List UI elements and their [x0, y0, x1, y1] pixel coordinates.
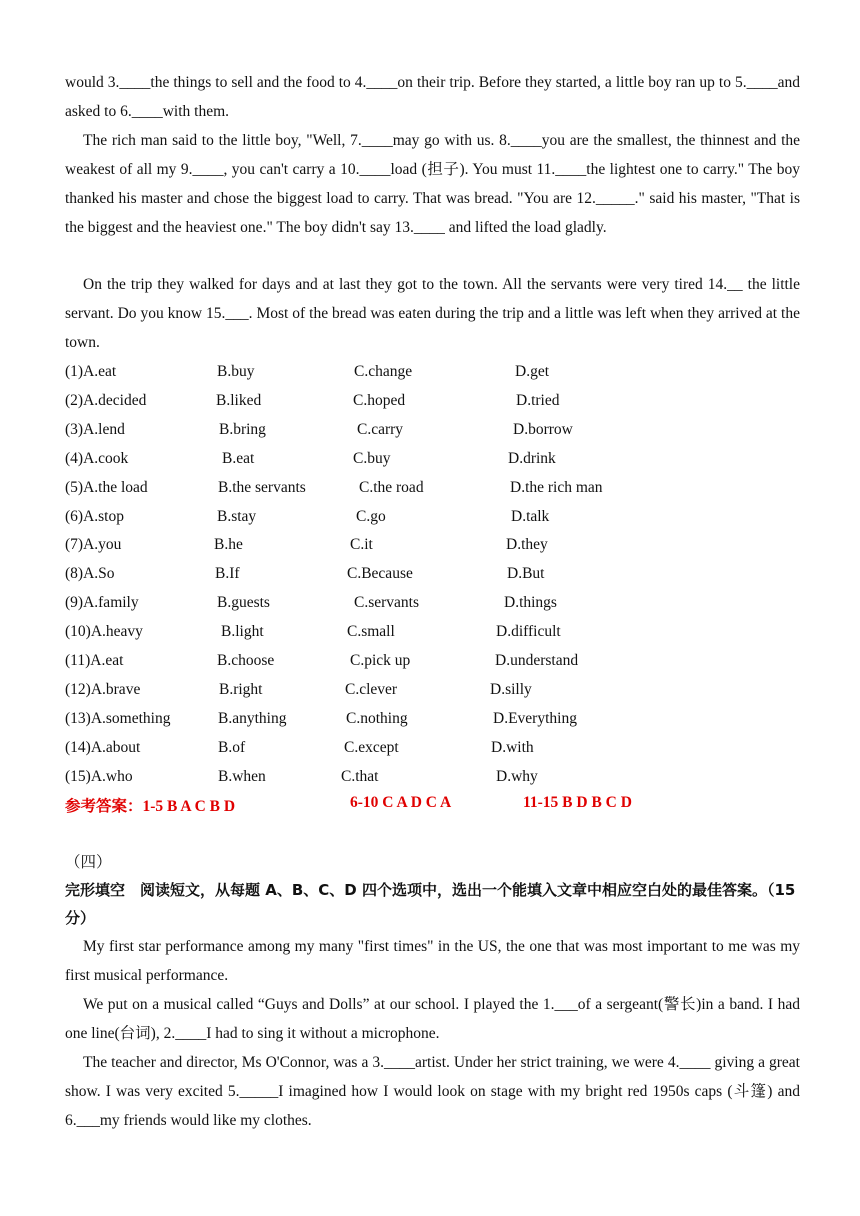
question-3-option-a: [65, 420, 125, 440]
question-15-option-b: B.when: [218, 767, 266, 785]
question-1-option-c: C.change: [354, 363, 413, 380]
question-10-option-c: C.small: [347, 623, 395, 641]
option-a-text: A.you: [83, 536, 122, 554]
question-11-option-a: [65, 651, 123, 671]
question-number: (7): [65, 536, 84, 554]
question-7-option-a: [65, 535, 121, 555]
question-4-option-d: D.drink: [508, 449, 556, 467]
question-11-option-b: B.choose: [217, 652, 275, 669]
option-a-text: A.lend: [83, 420, 125, 438]
question-2-option-d: D.tried: [516, 391, 560, 409]
question-2-option-a: [65, 391, 146, 411]
option-a-text: A.eat: [90, 652, 124, 669]
question-10-option-b: B.light: [221, 623, 264, 641]
question-7-option-d: D.they: [506, 536, 548, 554]
question-2-option-b: B.liked: [216, 391, 262, 409]
question-6-option-c: C.go: [356, 507, 386, 525]
question-13-option-d: D.Everything: [493, 709, 577, 727]
question-number: (9): [65, 594, 84, 612]
question-3-option-b: B.bring: [219, 420, 266, 438]
question-9-option-c: C.servants: [354, 594, 420, 612]
question-14-option-c: C.except: [344, 738, 399, 756]
question-8-option-c: C.Because: [347, 565, 413, 583]
question-1-option-d: D.get: [515, 363, 550, 380]
question-1-option-a: [65, 362, 116, 382]
question-number: (8): [65, 565, 84, 583]
section-4-heading: （四）: [65, 854, 112, 871]
question-10-option-a: [65, 622, 143, 642]
question-15-option-c: C.that: [341, 767, 379, 785]
question-number: (5): [65, 478, 84, 496]
option-a-text: A.who: [90, 767, 133, 785]
passage2-paragraph-3: The teacher and director, Ms O'Connor, was a 3.____artist. Under her strict training, we were 4.____ giving a great show. I was very excited 5._____I imagined how I would look on stage with my bright red 1950s caps (斗篷) and 6.___my friends would like my clothes.: [65, 1054, 800, 1129]
question-number: (10): [65, 623, 91, 641]
option-a-text: A.something: [90, 709, 171, 727]
question-number: (3): [65, 420, 84, 438]
question-12-option-c: C.clever: [345, 680, 398, 698]
question-number: (2): [65, 391, 84, 409]
question-number: (13): [65, 709, 91, 727]
question-15-option-a: [65, 767, 133, 787]
option-a-text: A.cook: [83, 449, 129, 467]
question-14-option-b: B.of: [218, 738, 246, 756]
question-4-option-b: B.eat: [222, 449, 255, 467]
question-6-option-b: B.stay: [217, 507, 257, 525]
question-10-option-d: D.difficult: [496, 623, 561, 641]
question-number: (1): [65, 363, 84, 380]
question-6-option-d: D.talk: [511, 507, 550, 525]
question-number: (12): [65, 680, 91, 698]
question-9-option-a: [65, 593, 139, 613]
question-4-option-c: C.buy: [353, 449, 391, 467]
option-a-text: A.the load: [83, 478, 148, 496]
question-9-option-b: B.guests: [217, 594, 270, 612]
question-14-option-a: [65, 738, 140, 758]
question-8-option-a: [65, 564, 115, 584]
question-12-option-a: [65, 680, 140, 700]
option-a-text: A.about: [90, 738, 141, 756]
option-a-text: A.decided: [83, 391, 147, 409]
answer-key-6-10: 6-10 C A D C A: [350, 794, 452, 811]
question-9-option-d: D.things: [504, 594, 557, 612]
passage1-paragraph-3: On the trip they walked for days and at last they got to the town. All the servants were very tired 14.__ the little servant. Do you know 15.___. Most of the bread was eaten during the trip and a little was left when they arrived at the town.: [65, 276, 800, 351]
question-number: (6): [65, 507, 84, 525]
passage2-paragraph-2: We put on a musical called “Guys and Dolls” at our school. I played the 1.___of a sergeant(警长)in a band. I had one line(台词), 2.____I had to sing it without a microphone.: [65, 996, 800, 1042]
question-13-option-a: [65, 709, 170, 729]
question-6-option-a: [65, 507, 124, 527]
option-a-text: A.eat: [83, 363, 117, 380]
question-5-option-a: [65, 478, 148, 498]
question-7-option-c: C.it: [350, 536, 373, 554]
question-5-option-d: D.the rich man: [510, 478, 603, 496]
question-1-option-b: B.buy: [217, 363, 255, 380]
question-13-option-c: C.nothing: [346, 709, 408, 727]
option-a-text: A.heavy: [90, 623, 143, 641]
question-11-option-c: C.pick up: [350, 652, 411, 669]
question-12-option-b: B.right: [219, 680, 263, 698]
question-7-option-b: B.he: [214, 536, 243, 554]
question-3-option-d: D.borrow: [513, 420, 573, 438]
question-number: (15): [65, 767, 91, 785]
option-a-text: A.brave: [90, 680, 141, 698]
passage1-paragraph-1: would 3.____the things to sell and the food to 4.____on their trip. Before they started, a little boy ran up to 5.____and asked to 6.____with them.: [65, 74, 800, 120]
question-5-option-b: B.the servants: [218, 478, 306, 496]
question-12-option-d: D.silly: [490, 680, 532, 698]
question-11-option-d: D.understand: [495, 652, 579, 669]
question-4-option-a: [65, 449, 128, 469]
option-a-text: A.family: [83, 594, 139, 612]
answer-key-11-15: 11-15 B D B C D: [523, 794, 632, 811]
question-5-option-c: C.the road: [359, 478, 424, 496]
question-2-option-c: C.hoped: [353, 391, 406, 409]
option-a-text: A.stop: [83, 507, 124, 525]
question-3-option-c: C.carry: [357, 420, 404, 438]
passage2-paragraph-1: My first star performance among my many "first times" in the US, the one that was most important to me was my first musical performance.: [65, 938, 800, 984]
option-a-text: A.So: [83, 565, 115, 583]
question-number: (11): [65, 652, 91, 669]
question-13-option-b: B.anything: [218, 709, 287, 727]
question-number: (4): [65, 449, 84, 467]
question-8-option-b: B.If: [215, 565, 240, 583]
question-8-option-d: D.But: [507, 565, 545, 583]
passage1-paragraph-2: The rich man said to the little boy, "Well, 7.____may go with us. 8.____you are the smallest, the thinnest and the weakest of all my 9.____, you can't carry a 10.____load (担子). You must 11.____the lightest one to carry." The boy thanked his master and chose the biggest load to carry. That was bread. "You are 12._____." said his master, "That is the biggest and the heaviest one." The boy didn't say 13.____ and lifted the load gladly.: [65, 132, 800, 236]
question-15-option-d: D.why: [496, 767, 538, 785]
section-4-instruction: 完形填空 阅读短文，从每题 A、B、C、D 四个选项中，选出一个能填入文章中相应空白处的最佳答案。（15 分）: [65, 881, 796, 927]
question-14-option-d: D.with: [491, 738, 534, 756]
question-number: (14): [65, 738, 91, 756]
answer-key-1-5: 参考答案：1-5 B A C B D: [65, 798, 236, 815]
